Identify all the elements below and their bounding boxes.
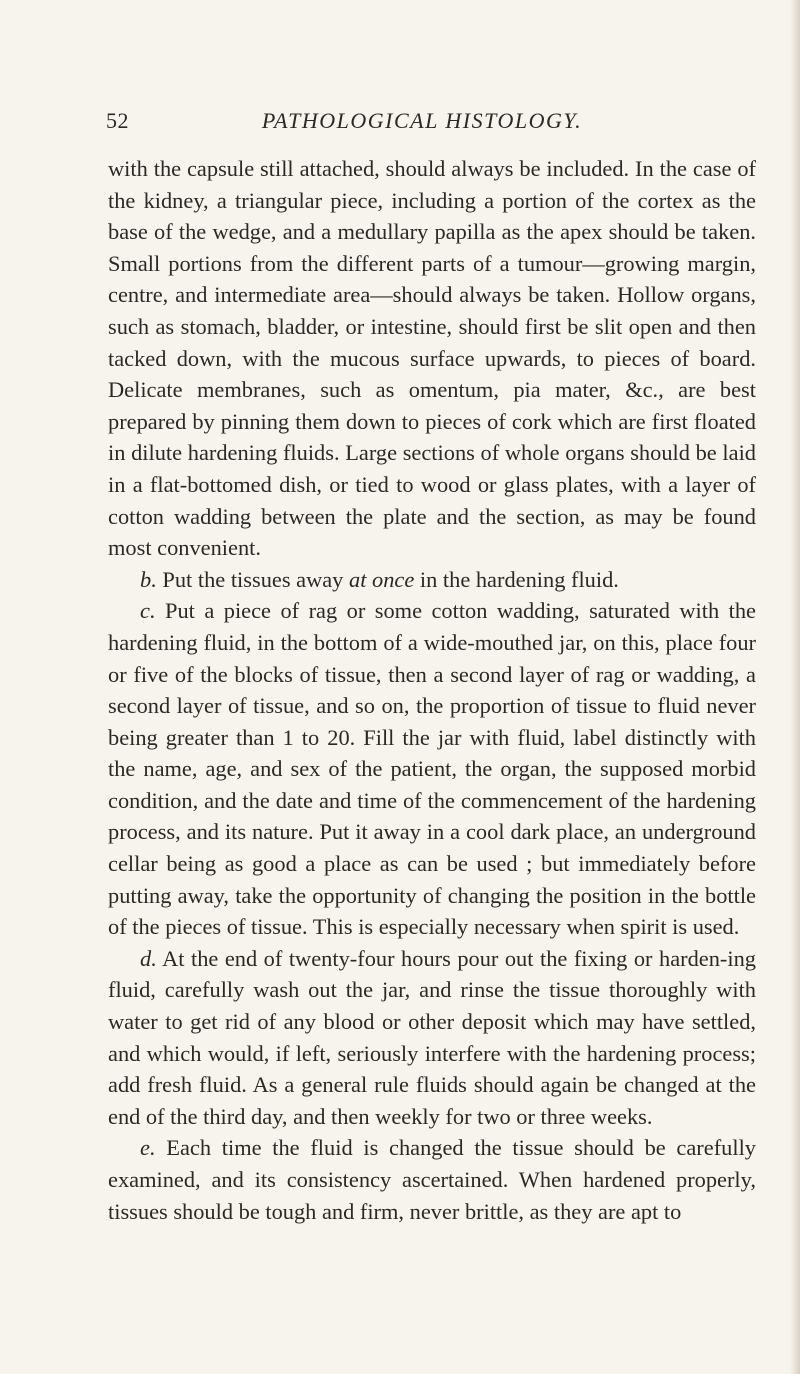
paragraph-label: b. bbox=[140, 566, 157, 592]
body-text bbox=[108, 153, 756, 1227]
paragraph-label: e. bbox=[140, 1135, 156, 1161]
page-edge-shadow bbox=[790, 0, 800, 1374]
page-number: 52 bbox=[106, 108, 129, 133]
running-head bbox=[92, 108, 752, 138]
paragraph-text: Each time the fluid is changed the tissue should be carefully examined, and its consistency ascertained. When hardened properly, tissues should be tough and firm, never brittle, as they are apt to bbox=[108, 1135, 756, 1224]
emphasis-text: at once bbox=[349, 566, 415, 592]
paragraph-text: in the hardening fluid. bbox=[419, 566, 619, 592]
paragraph-d bbox=[108, 943, 756, 1133]
paragraph-label: c. bbox=[140, 598, 156, 624]
running-title: PATHOLOGICAL HISTOLOGY. bbox=[261, 108, 583, 133]
paragraph-label: d. bbox=[140, 945, 157, 971]
paragraph-text: with the capsule still attached, should always be included. In the case of the kidney, a triangular piece, including a portion of the cortex as the base of the wedge, and a medullary papilla as the apex should be taken. Small portions from the different parts of a tumour—growing margin, centre, and intermediate area—should always be taken. Hollow organs, such as stomach, bladder, or intestine, should first be slit open and then tacked down, with the mucous surface upwards, to pieces of board. Delicate membranes, such as omentum, pia mater, &c., are best prepared by pinning them down to pieces of cork which are first floated in dilute hardening fluids. Large sections of whole organs should be laid in a flat-bottomed dish, or tied to wood or glass plates, with a layer of cotton wadding between the plate and the section, as may be found most convenient. bbox=[108, 156, 756, 561]
paragraph-text: Put the tissues away bbox=[162, 566, 344, 592]
paragraph-text: At the end of twenty-four hours pour out the fixing or harden-ing fluid, carefully wash out the jar, and rinse the tissue thoroughly with water to get rid of any blood or other deposit which may have settled, and which would, if left, seriously interfere with the hardening process; add fresh fluid. As a general rule fluids should again be changed at the end of the third day, and then weekly for two or three weeks. bbox=[108, 945, 756, 1129]
paragraph-c bbox=[108, 595, 756, 943]
paragraph-e bbox=[108, 1132, 756, 1227]
paragraph-text: Put a piece of rag or some cotton wadding, saturated with the hardening fluid, in the bottom of a wide-mouthed jar, on this, place four or five of the blocks of tissue, then a second layer of rag or wadding, a second layer of tissue, and so on, the proportion of tissue to fluid never being greater than 1 to 20. Fill the jar with fluid, label distinctly with the name, age, and sex of the patient, the organ, the supposed morbid condition, and the date and time of the commencement of the hardening process, and its nature. Put it away in a cool dark place, an underground cellar being as good a place as can be used ; but immediately before putting away, take the opportunity of changing the position in the bottle of the pieces of tissue. This is especially necessary when spirit is used. bbox=[108, 598, 756, 940]
paragraph-continuation bbox=[108, 153, 756, 564]
paragraph-b bbox=[108, 564, 756, 596]
